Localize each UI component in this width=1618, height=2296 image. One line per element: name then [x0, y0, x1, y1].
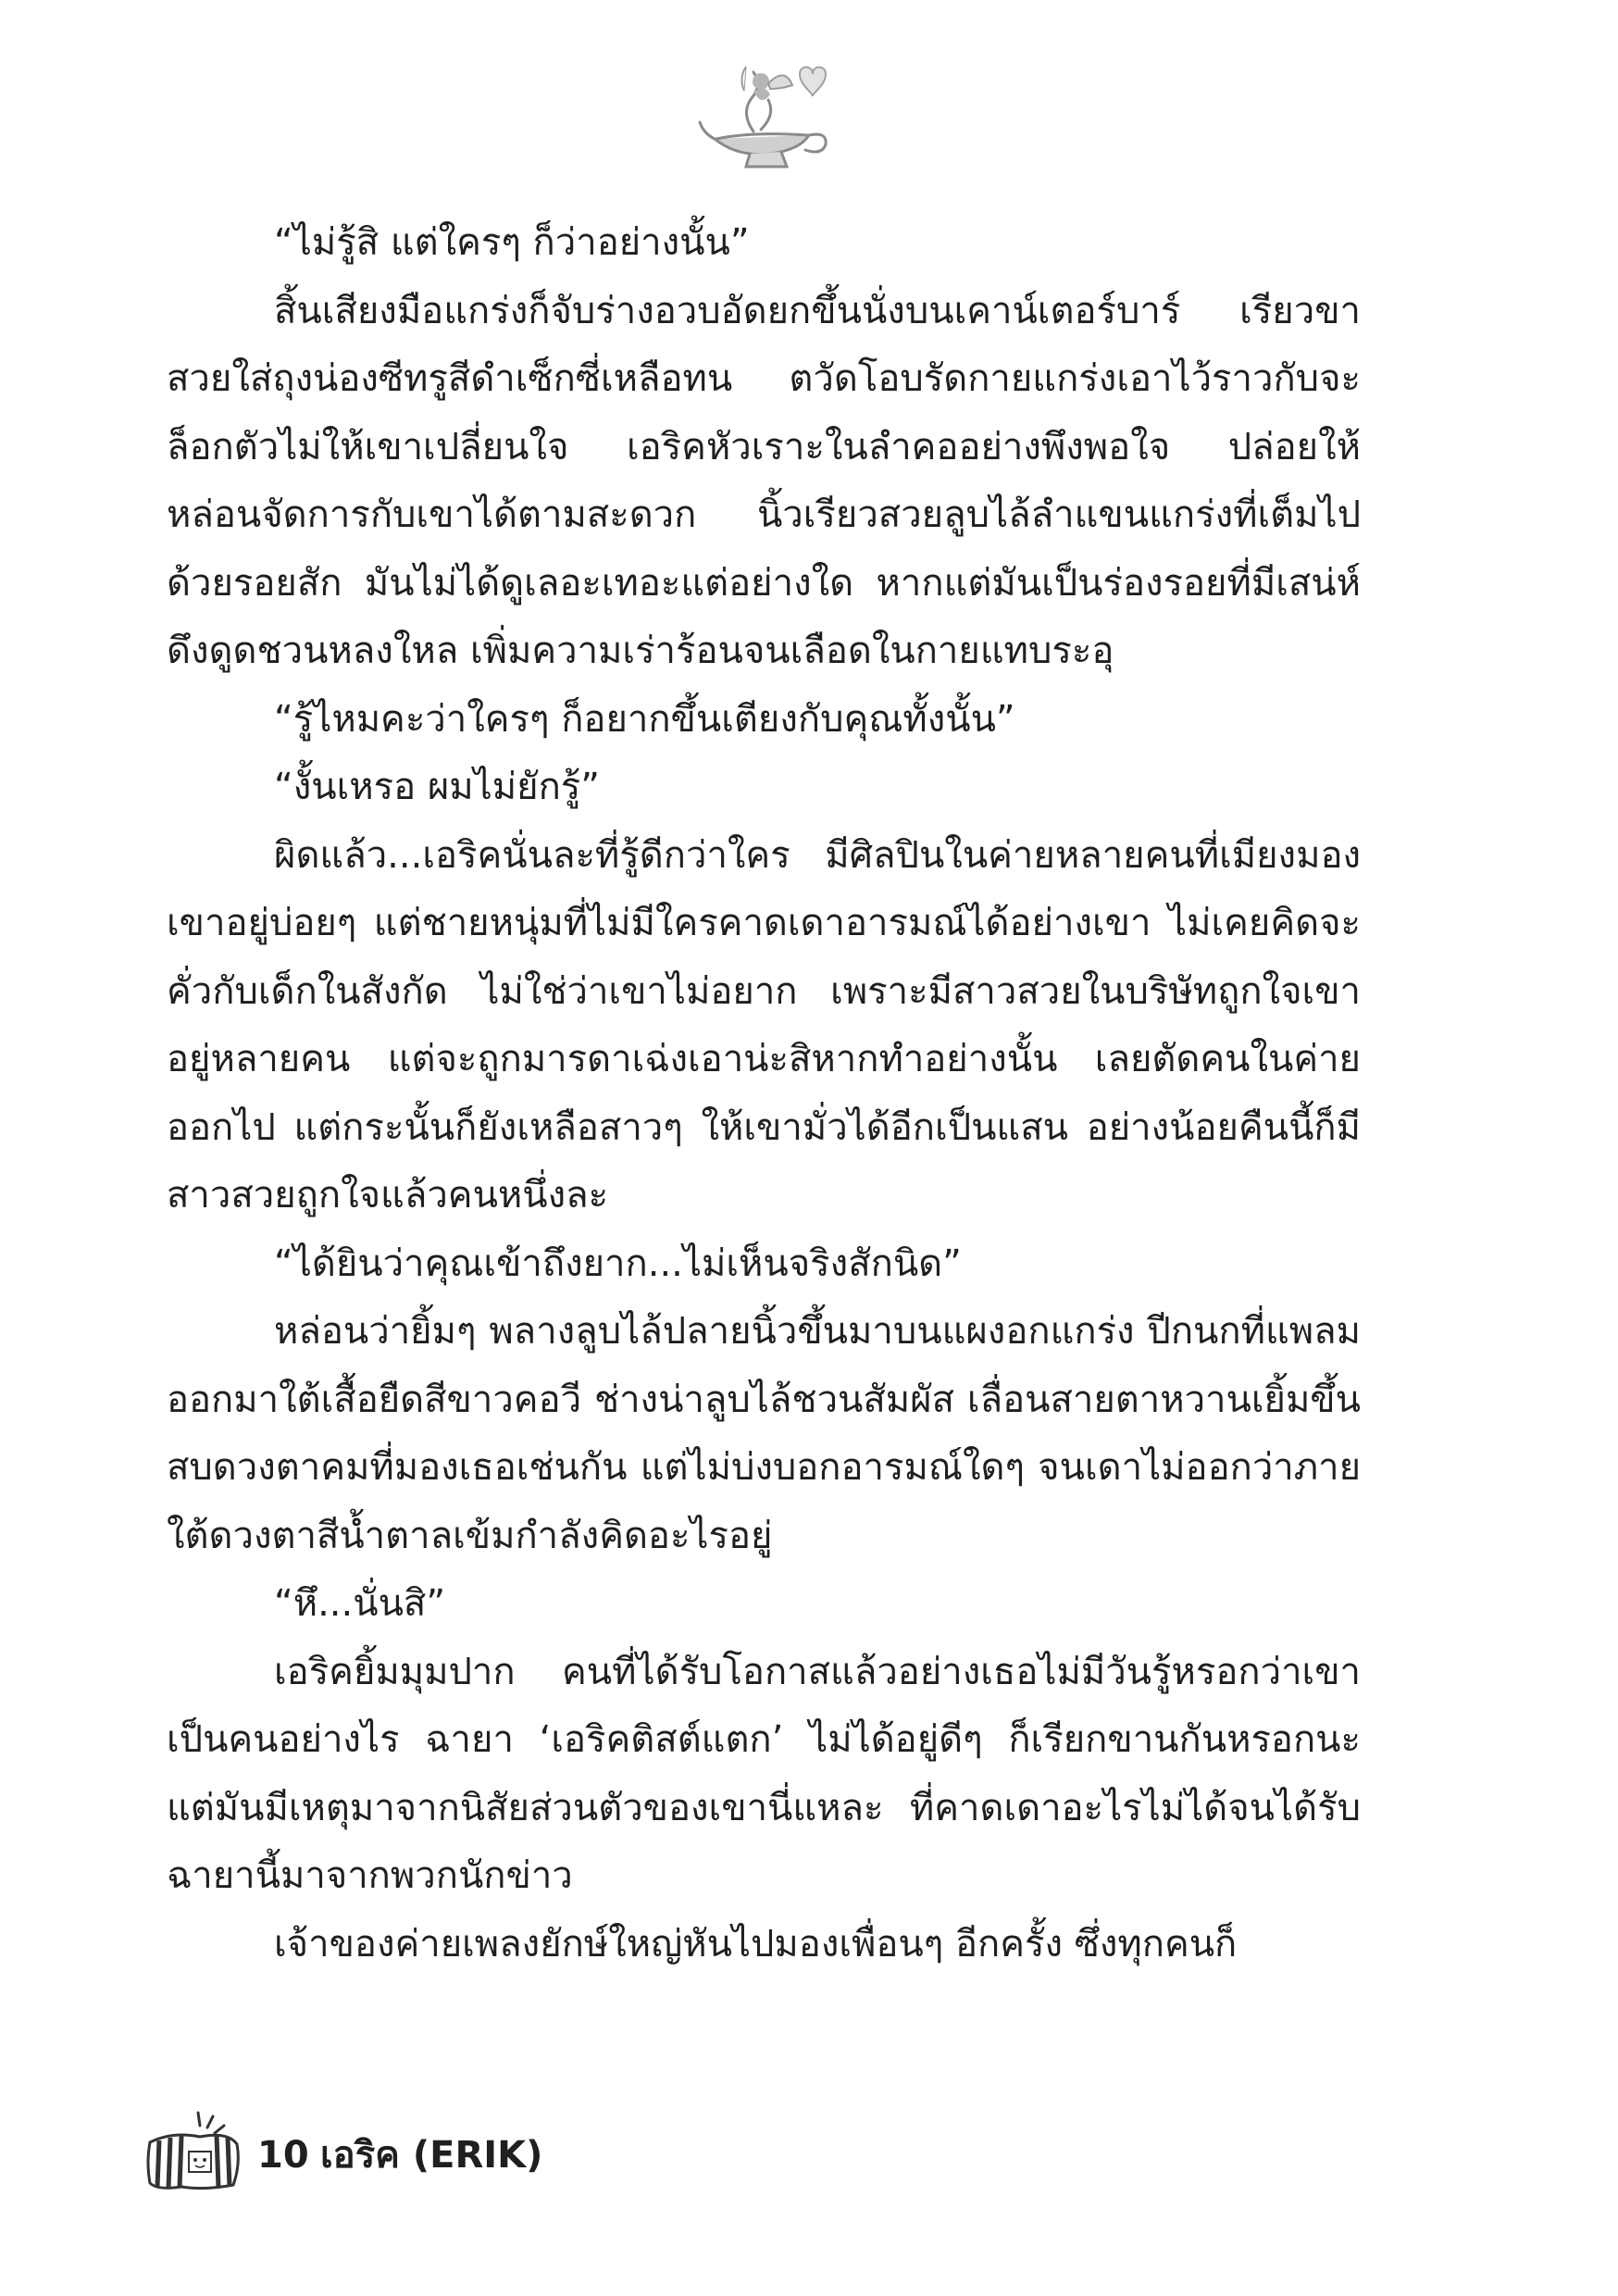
striped-pillow-icon — [144, 2109, 243, 2192]
paragraph: “ได้ยินว่าคุณเข้าถึงยาก...ไม่เห็นจริงสักนิด” — [274, 1242, 962, 1285]
paragraph: ผิดแล้ว...เอริคนั่นละที่รู้ดีกว่าใคร มีศิลปินในค่ายหลายคนที่เมียงมองเขาอยู่บ่อยๆ แต่ชายหนุ่มที่ไม่มีใครคาดเดาอารมณ์ได้อย่างเขา ไม่เคยคิดจะคั่วกับเด็กในสังกัด ไม่ใช่ว่าเขาไม่อยาก เพราะมีสาวสวยในบริษัทถูกใจเขาอยู่หลายคน แต่จะถูกมารดาเฉ่งเอาน่ะสิหากทำอย่างนั้น เลยตัดคนในค่ายออกไป แต่กระนั้นก็ยังเหลือสาวๆ ให้เขามั่วได้อีกเป็นแสน อย่างน้อยคืนนี้ก็มีสาวสวยถูกใจแล้วคนหนึ่งละ — [167, 833, 1361, 1217]
paragraph: “งั้นเหรอ ผมไม่ยักรู้” — [274, 766, 601, 808]
page-footer — [144, 2109, 792, 2192]
paragraph: “ไม่รู้สิ แต่ใครๆ ก็ว่าอย่างนั้น” — [274, 221, 750, 264]
chapter-body — [167, 209, 1361, 1978]
book-title: เอริค (ERIK) — [320, 2134, 543, 2177]
paragraph: สิ้นเสียงมือแกร่งก็จับร่างอวบอัดยกขึ้นนั่งบนเคาน์เตอร์บาร์ เรียวขาสวยใส่ถุงน่องซีทรูสีดำเซ็กซี่เหลือทน ตวัดโอบรัดกายแกร่งเอาไว้ราวกับจะล็อกตัวไม่ให้เขาเปลี่ยนใจ เอริคหัวเราะในลำคออย่างพึงพอใจ ปล่อยให้หล่อนจัดการกับเขาได้ตามสะดวก นิ้วเรียวสวยลูบไล้ลำแขนแกร่งที่เต็มไปด้วยรอยสัก มันไม่ได้ดูเลอะเทอะแต่อย่างใด หากแต่มันเป็นร่องรอยที่มีเสน่ห์ดึงดูดชวนหลงใหล เพิ่มความเร่าร้อนจนเลือดในกายแทบระอุ — [167, 289, 1361, 672]
paragraph: เจ้าของค่ายเพลงยักษ์ใหญ่หันไปมองเพื่อนๆ อีกครั้ง ซึ่งทุกคนก็ — [274, 1922, 1238, 1965]
paragraph: “รู้ไหมคะว่าใครๆ ก็อยากขึ้นเตียงกับคุณทั้งนั้น” — [274, 697, 1015, 741]
page-number: 10 — [257, 2134, 309, 2177]
paragraph: “หึ...นั่นสิ” — [274, 1582, 446, 1625]
magic-lamp-cupid-icon — [696, 54, 835, 174]
paragraph: หล่อนว่ายิ้มๆ พลางลูบไล้ปลายนิ้วขึ้นมาบนแผงอกแกร่ง ปีกนกที่แพลมออกมาใต้เสื้อยืดสีขาวคอวี ช่างน่าลูบไล้ชวนสัมผัส เลื่อนสายตาหวานเยิ้มขึ้นสบดวงตาคมที่มองเธอเช่นกัน แต่ไม่บ่งบอกอารมณ์ใดๆ จนเดาไม่ออกว่าภายใต้ดวงตาสีน้ำตาลเข้มกำลังคิดอะไรอยู่ — [167, 1310, 1361, 1557]
paragraph: เอริคยิ้มมุมปาก คนที่ได้รับโอกาสแล้วอย่างเธอไม่มีวันรู้หรอกว่าเขาเป็นคนอย่างไร ฉายา ‘เอริคติสต์แตก’ ไม่ได้อยู่ดีๆ ก็เรียกขานกันหรอกนะ แต่มันมีเหตุมาจากนิสัยส่วนตัวของเขานี่แหละ ที่คาดเดาอะไรไม่ได้จนได้รับฉายานี้มาจากพวกนักข่าว — [167, 1650, 1361, 1897]
